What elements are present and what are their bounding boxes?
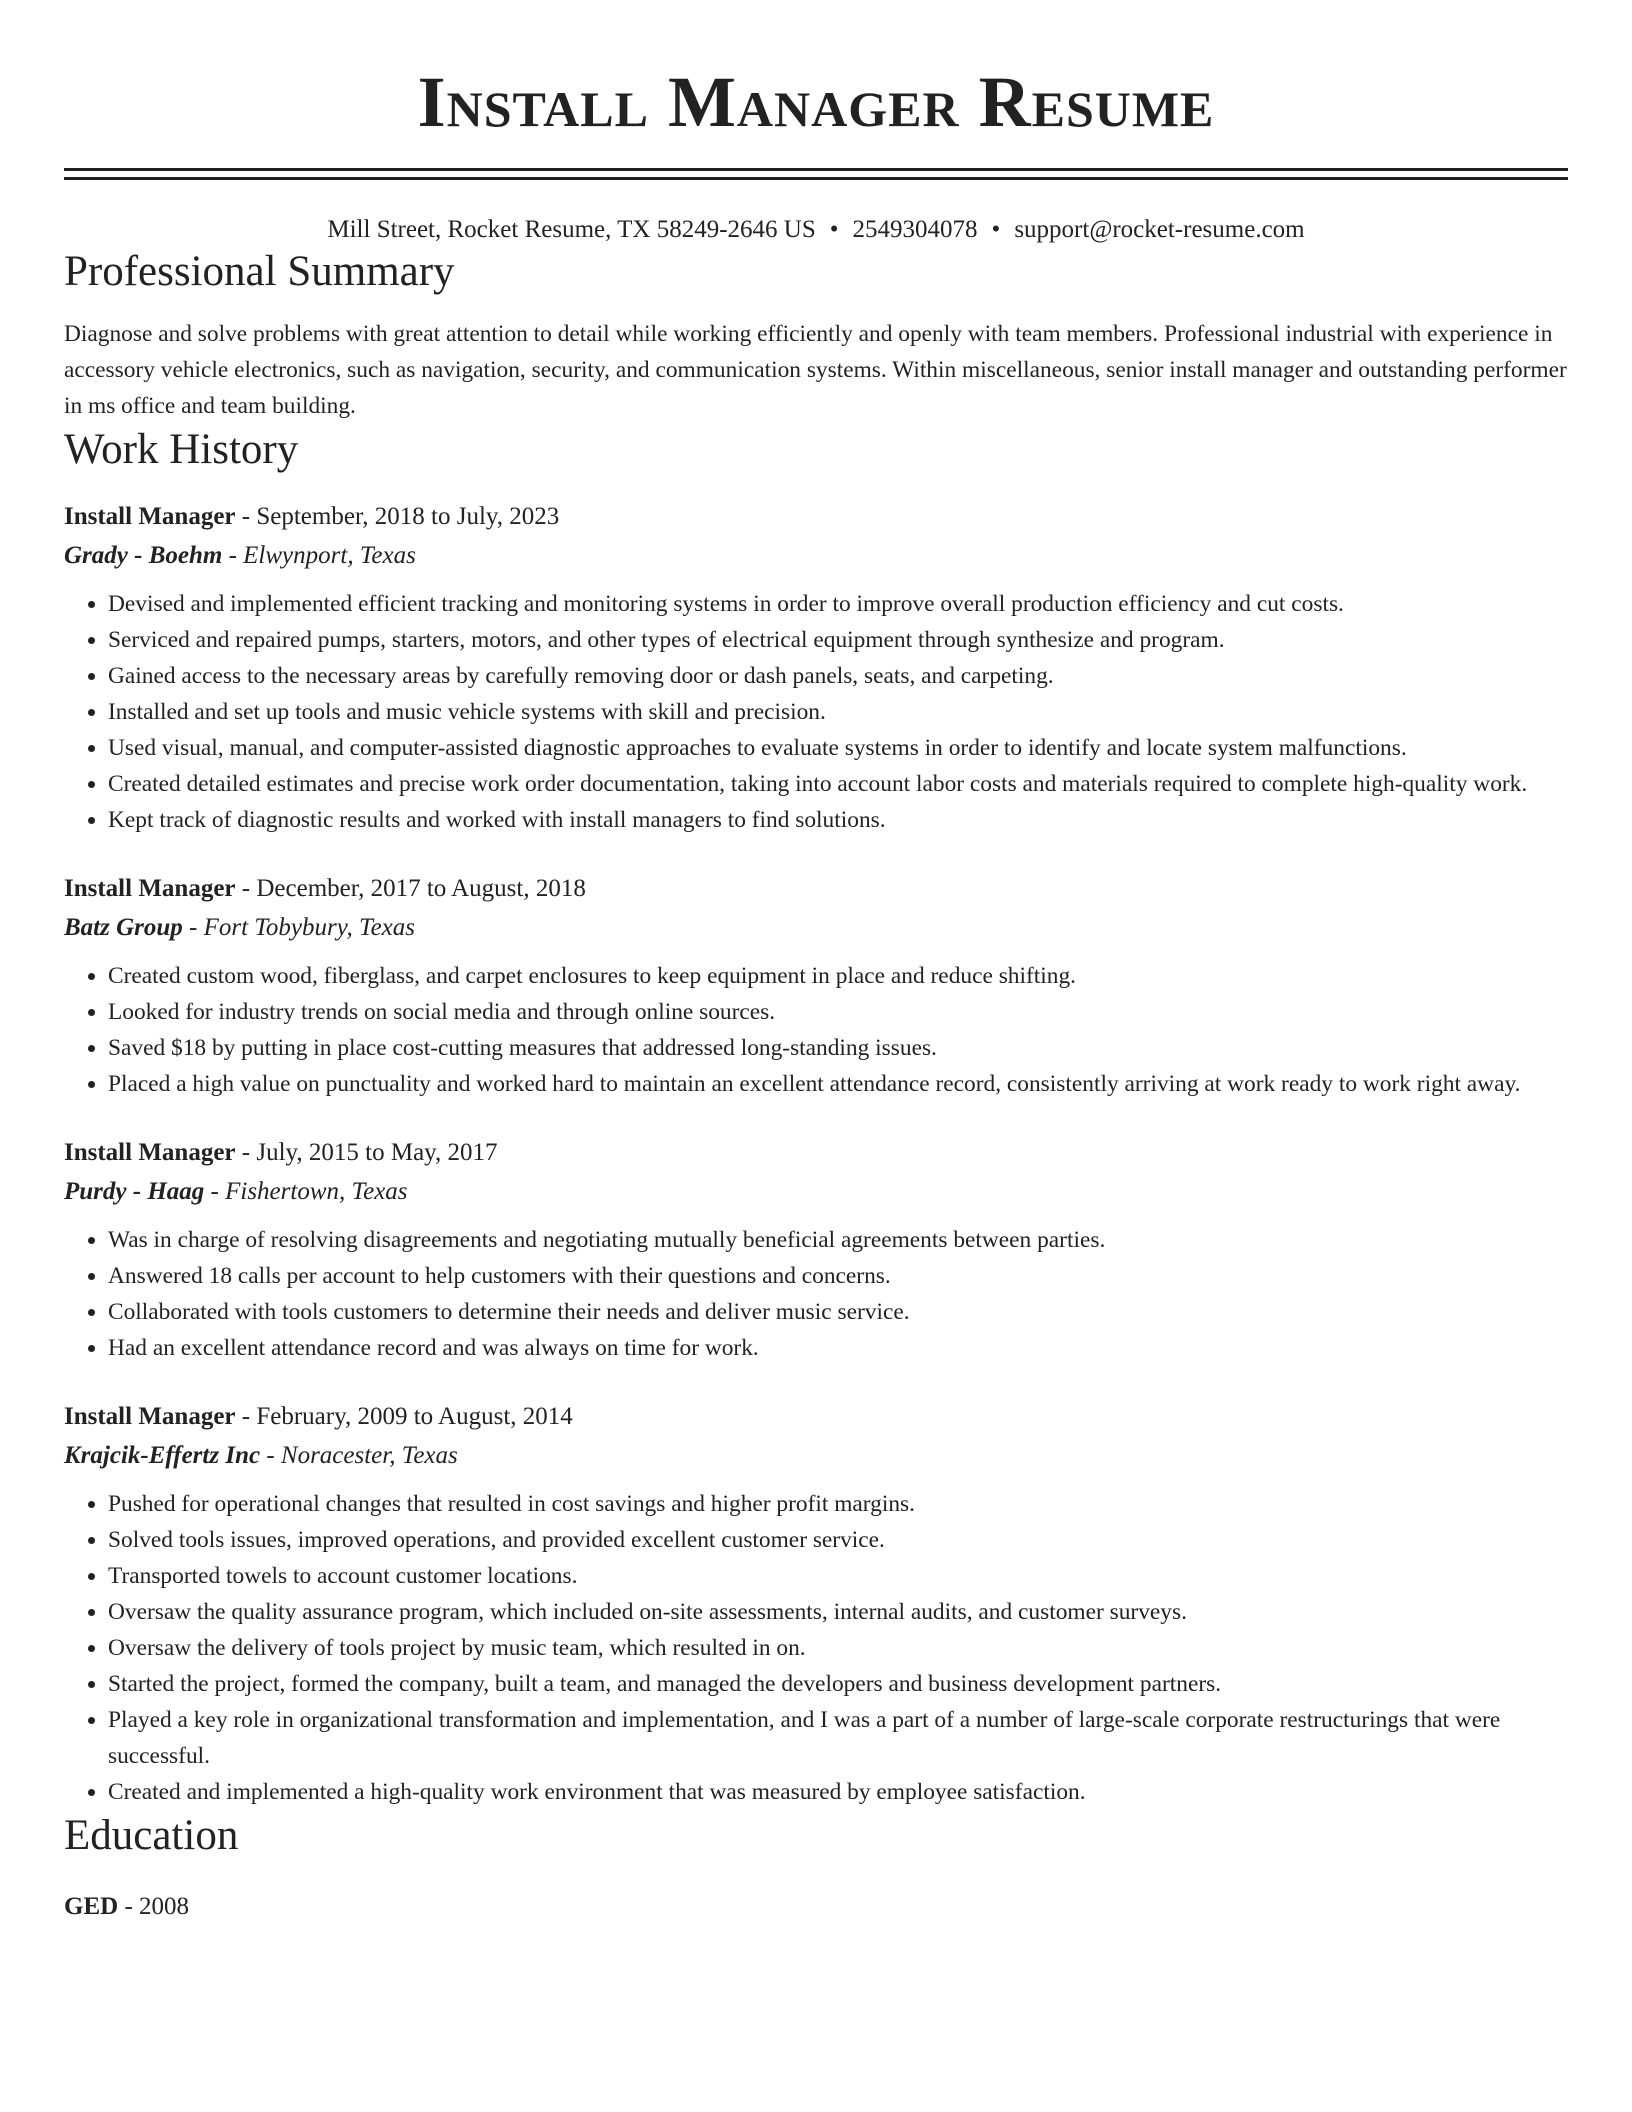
job-bullets — [64, 958, 1568, 1102]
job-bullet: • Serviced and repaired pumps, starters, motors, and other types of electrical equipment through synthesize and program. — [108, 622, 1568, 658]
job-company: Batz Group — [64, 914, 183, 941]
job-company: Krajcik-Effertz Inc — [64, 1442, 261, 1469]
job-title: Install Manager — [64, 1139, 236, 1166]
job-location: - Elwynport, Texas — [222, 542, 416, 569]
job-title: Install Manager — [64, 875, 236, 902]
job-bullet: • Kept track of diagnostic results and worked with install managers to find solutions. — [108, 802, 1568, 838]
job-bullet: • Used visual, manual, and computer-assisted diagnostic approaches to evaluate systems in order to identify and locate system malfunctions. — [108, 730, 1568, 766]
contact-phone: 2549304078 — [852, 216, 978, 243]
contact-email: support@rocket-resume.com — [1014, 216, 1305, 243]
job-dates: - September, 2018 to July, 2023 — [235, 503, 560, 530]
education-entry — [64, 1888, 1568, 1926]
job-bullets — [64, 586, 1568, 838]
job-bullet: • Created custom wood, fiberglass, and carpet enclosures to keep equipment in place and reduce shifting. — [108, 958, 1568, 994]
job-entry — [64, 1134, 1568, 1366]
job-title: Install Manager — [64, 503, 236, 530]
education-degree: GED — [64, 1893, 119, 1920]
job-title-line — [64, 870, 1568, 908]
job-bullet: • Gained access to the necessary areas by carefully removing door or dash panels, seats, and carpeting. — [108, 658, 1568, 694]
job-bullet: • Created and implemented a high-quality work environment that was measured by employee satisfaction. — [108, 1774, 1568, 1810]
summary-heading: Professional Summary — [64, 248, 455, 295]
job-bullets — [64, 1222, 1568, 1366]
job-bullet: • Had an excellent attendance record and was always on time for work. — [108, 1330, 1568, 1366]
job-company-line — [64, 536, 1568, 576]
job-location: - Fort Tobybury, Texas — [182, 914, 415, 941]
summary-text: Diagnose and solve problems with great attention to detail while working efficiently and openly with team members. Professional industrial with experience in accessory vehicle electronics, such as navigation, security, and communication systems. Within miscellaneous, senior install manager and outstanding performer in ms office and team building. — [64, 321, 1567, 419]
job-bullet: • Created detailed estimates and precise work order documentation, taking into account labor costs and materials required to complete high-quality work. — [108, 766, 1568, 802]
job-company: Grady - Boehm — [64, 542, 223, 569]
job-location: - Noracester, Texas — [260, 1442, 458, 1469]
job-title-line — [64, 498, 1568, 536]
work-history-list — [64, 498, 1568, 1810]
job-bullet: • Saved $18 by putting in place cost-cutting measures that addressed long-standing issues. — [108, 1030, 1568, 1066]
title-rule-top — [64, 168, 1568, 171]
job-bullet: • Started the project, formed the company, built a team, and managed the developers and business development partners. — [108, 1666, 1568, 1702]
job-bullet: • Played a key role in organizational transformation and implementation, and I was a part of a number of large-scale corporate restructurings that were successful. — [108, 1702, 1568, 1774]
job-company-line — [64, 908, 1568, 948]
job-title: Install Manager — [64, 1403, 236, 1430]
job-title-line — [64, 1134, 1568, 1172]
job-bullet: • Looked for industry trends on social media and through online sources. — [108, 994, 1568, 1030]
job-dates: - February, 2009 to August, 2014 — [235, 1403, 573, 1430]
job-bullet: • Collaborated with tools customers to determine their needs and deliver music service. — [108, 1294, 1568, 1330]
education-year: - 2008 — [118, 1893, 190, 1920]
job-entry — [64, 870, 1568, 1102]
job-bullet: • Oversaw the delivery of tools project by music team, which resulted in on. — [108, 1630, 1568, 1666]
job-bullet: • Solved tools issues, improved operations, and provided excellent customer service. — [108, 1522, 1568, 1558]
job-bullet: • Installed and set up tools and music vehicle systems with skill and precision. — [108, 694, 1568, 730]
job-dates: - July, 2015 to May, 2017 — [235, 1139, 498, 1166]
contact-line — [64, 214, 1568, 246]
job-location: - Fishertown, Texas — [204, 1178, 408, 1205]
education-heading: Education — [64, 1812, 239, 1859]
job-title-line — [64, 1398, 1568, 1436]
job-dates: - December, 2017 to August, 2018 — [235, 875, 586, 902]
job-company-line — [64, 1172, 1568, 1212]
contact-address: Mill Street, Rocket Resume, TX 58249-2646 US — [327, 216, 816, 243]
job-bullet: • Placed a high value on punctuality and worked hard to maintain an excellent attendance record, consistently arriving at work ready to work right away. — [108, 1066, 1568, 1102]
job-company-line — [64, 1436, 1568, 1476]
job-bullet: • Answered 18 calls per account to help customers with their questions and concerns. — [108, 1258, 1568, 1294]
job-bullet: • Oversaw the quality assurance program, which included on-site assessments, internal audits, and customer surveys. — [108, 1594, 1568, 1630]
job-bullets — [64, 1486, 1568, 1810]
work-history-heading: Work History — [64, 426, 299, 473]
job-bullet: • Was in charge of resolving disagreements and negotiating mutually beneficial agreements between parties. — [108, 1222, 1568, 1258]
job-entry — [64, 1398, 1568, 1810]
job-company: Purdy - Haag — [64, 1178, 205, 1205]
contact-separator: • — [829, 216, 839, 243]
job-bullet: • Devised and implemented efficient tracking and monitoring systems in order to improve overall production efficiency and cut costs. — [108, 586, 1568, 622]
resume-title: Install Manager Resume — [417, 62, 1215, 142]
contact-separator: • — [991, 216, 1001, 243]
job-bullet: • Transported towels to account customer locations. — [108, 1558, 1568, 1594]
job-entry — [64, 498, 1568, 838]
job-bullet: • Pushed for operational changes that resulted in cost savings and higher profit margins. — [108, 1486, 1568, 1522]
title-rule-bottom — [64, 177, 1568, 180]
